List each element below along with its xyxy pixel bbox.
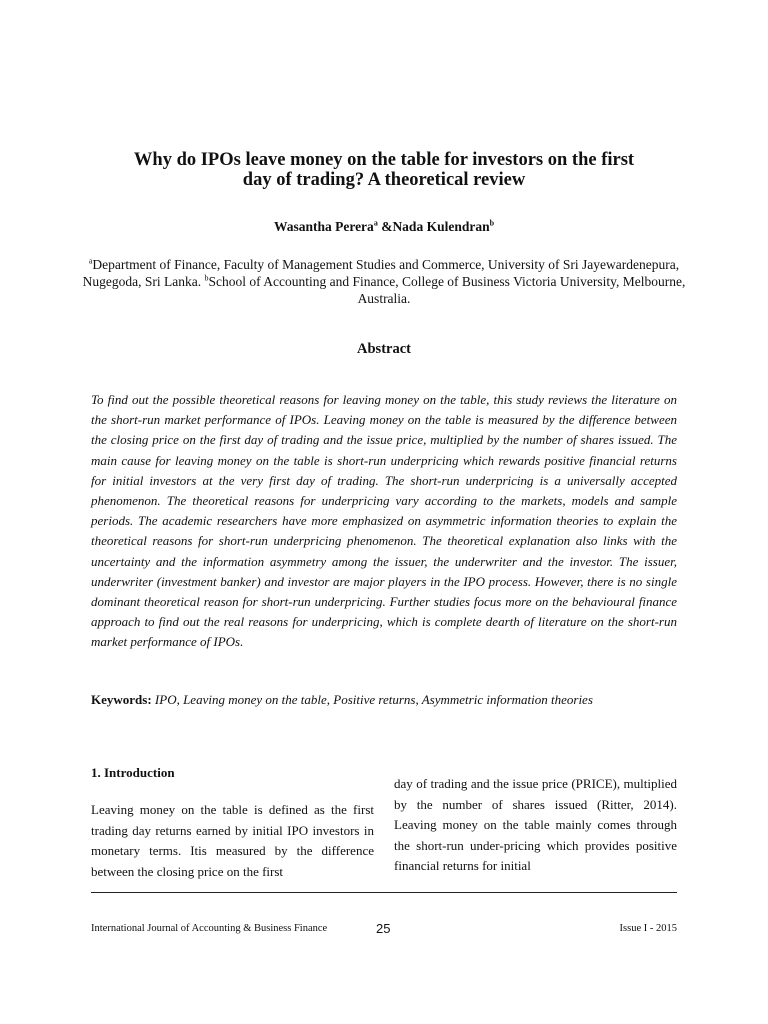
affiliation-mark: a	[88, 256, 93, 266]
footer-issue: Issue I - 2015	[619, 923, 677, 934]
keywords	[91, 691, 677, 709]
page-footer	[91, 920, 677, 938]
title-line-1: Why do IPOs leave money on the table for investors on the first	[133, 150, 635, 170]
intro-paragraph-right: day of trading and the issue price (PRICE), multiplied by the number of shares issued (Ritter, 2014). Leaving money on the table mainly comes through the short-run under-pricing which provides positive financial returns for initial	[394, 776, 677, 873]
abstract-heading: Abstract	[357, 341, 411, 357]
author-name: Wasantha Perera	[273, 219, 374, 234]
affiliation-text: Department of Finance, Faculty of Management Studies and Commerce, University of Sri Jayewardenepura, Nugegoda, Sri Lanka.	[82, 257, 680, 289]
section-heading-introduction: 1. Introduction	[91, 765, 175, 780]
keywords-values: IPO, Leaving money on the table, Positive returns, Asymmetric information theories	[151, 692, 593, 707]
author-affiliation-mark: b	[489, 218, 495, 228]
footer-divider	[91, 892, 677, 893]
title-line-2: day of trading? A theoretical review	[242, 170, 526, 190]
body-column-right	[394, 774, 677, 877]
keywords-label: Keywords:	[91, 692, 152, 707]
author-list	[80, 218, 688, 236]
author-joiner: &	[377, 219, 393, 234]
affiliation-text: School of Accounting and Finance, College of Business Victoria University, Melbourne, Australia.	[208, 274, 686, 306]
footer-page-number: 25	[376, 921, 391, 936]
abstract-body: To find out the possible theoretical reasons for leaving money on the table, this study reviews the literature on the short-run market performance of IPOs. Leaving money on the table is measured by the difference between the closing price on the first day of trading and the issue price, multiplied by the number of shares issued. The main cause for leaving money on the table is short-run underpricing which rewards positive financial returns for initial investors at the very first day of trading. The short-run underpricing is a universally accepted phenomenon. The theoretical reasons for underpricing vary according to the markets, models and sample periods. The academic researchers have more emphasized on asymmetric information theories to explain the theoretical reasons for short-run underpricing phenomenon. The theoretical explanation also links with the uncertainty and the information asymmetry among the issuer, the underwriter and the investor. The issuer, underwriter (investment banker) and investor are major players in the IPO process. However, there is no single dominant theoretical reason for short-run underpricing. Further studies focus more on the behavioural finance approach to find out the real reasons for underpricing, which is complete dearth of literature on the short-run market performance of IPOs.	[91, 392, 677, 650]
intro-paragraph-left: Leaving money on the table is defined as the first trading day returns earned by initial IPO investors in monetary terms. Itis measured by the difference between the closing price on the first	[91, 802, 374, 879]
author-affiliation-mark: a	[373, 218, 378, 228]
affiliation-mark: b	[204, 273, 209, 283]
affiliations	[80, 256, 688, 307]
paper-title	[80, 150, 688, 190]
author-name: Nada Kulendran	[392, 219, 490, 234]
body-column-left	[91, 764, 374, 882]
footer-journal-name: International Journal of Accounting & Business Finance	[91, 923, 328, 934]
